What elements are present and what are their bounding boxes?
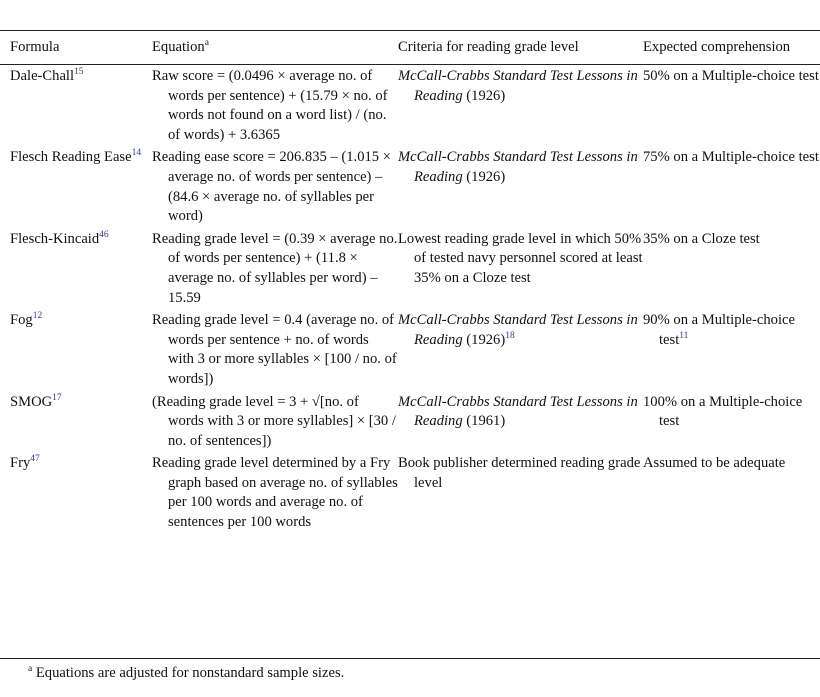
citation-ref: 46 [99, 229, 109, 240]
comprehension-text: 75% on a Multiple-choice test [643, 149, 819, 166]
cell-equation [152, 451, 398, 532]
cell-comprehension [643, 308, 820, 389]
cell-equation [152, 227, 398, 308]
cell-comprehension [643, 451, 820, 532]
comprehension-text: 90% on a Multiple-choice test [643, 312, 795, 348]
cell-criteria [398, 308, 643, 389]
formula-name: Flesch-Kincaid [10, 230, 100, 247]
comprehension-text: 100% on a Multiple-choice test [643, 393, 803, 430]
cell-equation [152, 390, 398, 452]
criteria-text: (1926) [462, 87, 506, 104]
cell-equation [152, 64, 398, 145]
criteria-text: Lowest reading grade level in which 50% of tested navy personnel scored at least 35% on a Cloze test [398, 230, 643, 286]
cell-criteria [398, 145, 643, 226]
table-row [0, 227, 820, 308]
citation-ref: 12 [32, 311, 43, 322]
equation-text: (Reading grade level = 3 + √[no. of words with 3 or more syllables] × [30 / no. of sentences]) [152, 393, 396, 449]
column-header-criteria: Criteria for reading grade level [398, 39, 579, 55]
cell-comprehension [643, 227, 820, 308]
cell-comprehension [643, 145, 820, 226]
cell-comprehension [643, 390, 820, 452]
cell-equation [152, 145, 398, 226]
table-bottom-rule [0, 658, 820, 659]
table-row [0, 451, 820, 532]
cell-formula [0, 227, 152, 308]
footnote-text: Equations are adjusted for nonstandard sample sizes. [32, 665, 345, 681]
formula-name: Flesch Reading Ease [10, 149, 132, 166]
table-row [0, 390, 820, 452]
formula-name: Fog [10, 312, 33, 329]
citation-ref: 17 [52, 392, 62, 403]
cell-comprehension [643, 64, 820, 145]
citation-ref: 18 [505, 330, 515, 341]
cell-criteria [398, 64, 643, 145]
criteria-source-title: McCall-Crabbs Standard Test Lessons in Reading [398, 68, 638, 104]
criteria-text: (1961) [462, 413, 506, 430]
criteria-text: Book publisher determined reading grade level [398, 455, 641, 491]
readability-formulas-table [0, 30, 820, 533]
criteria-text: (1926) [462, 168, 506, 185]
cell-equation [152, 308, 398, 389]
footnote-marker: a [28, 664, 33, 674]
cell-criteria [398, 451, 643, 532]
formula-name: Fry [10, 455, 31, 472]
table-row [0, 64, 820, 145]
comprehension-text: Assumed to be adequate [643, 455, 786, 472]
table-footnote [28, 661, 344, 685]
cell-formula [0, 64, 152, 145]
citation-ref: 47 [30, 454, 40, 465]
criteria-text: (1926) [462, 331, 506, 348]
column-header-equation: Equation$^a$ [152, 38, 209, 55]
equation-text: Reading grade level determined by a Fry graph based on average no. of syllables per 100 words and average no. of sentences per 100 words [152, 455, 398, 531]
cell-formula [0, 308, 152, 389]
table-row [0, 308, 820, 389]
citation-ref: 15 [74, 67, 84, 77]
column-header-formula: Formula [10, 39, 60, 55]
formula-name: SMOG [10, 393, 53, 410]
cell-formula [0, 145, 152, 226]
table-header-row [0, 30, 820, 64]
cell-formula [0, 451, 152, 532]
equation-text: Raw score = (0.0496 × average no. of words per sentence) + (15.79 × no. of words not found on a word list) / (no. of words) + 3.6365 [152, 68, 388, 143]
cell-criteria [398, 227, 643, 308]
citation-ref: 14 [131, 148, 142, 159]
cell-criteria [398, 390, 643, 452]
column-header-comprehension: Expected comprehension [643, 39, 791, 55]
comprehension-text: 50% on a Multiple-choice test [643, 68, 819, 84]
equation-text: Reading grade level = (0.39 × average no. of words per sentence) + (11.8 × average no. of syllables per word) – 15.59 [152, 230, 398, 306]
citation-ref: 11 [679, 330, 689, 341]
criteria-source-title: McCall-Crabbs Standard Test Lessons in Reading [398, 312, 638, 348]
cell-formula [0, 390, 152, 452]
table-row [0, 145, 820, 226]
equation-text: Reading ease score = 206.835 – (1.015 × average no. of words per sentence) – (84.6 × average no. of syllables per word) [152, 149, 391, 225]
comprehension-text: 35% on a Cloze test [643, 230, 760, 247]
criteria-source-title: McCall-Crabbs Standard Test Lessons in Reading [398, 393, 638, 430]
formula-name: Dale-Chall [10, 68, 75, 84]
footnote-marker: a [204, 38, 209, 48]
equation-text: Reading grade level = 0.4 (average no. of words per sentence + no. of words with 3 or more syllables × [100 / no. of words]) [152, 312, 397, 387]
criteria-source-title: McCall-Crabbs Standard Test Lessons in Reading [398, 149, 638, 185]
